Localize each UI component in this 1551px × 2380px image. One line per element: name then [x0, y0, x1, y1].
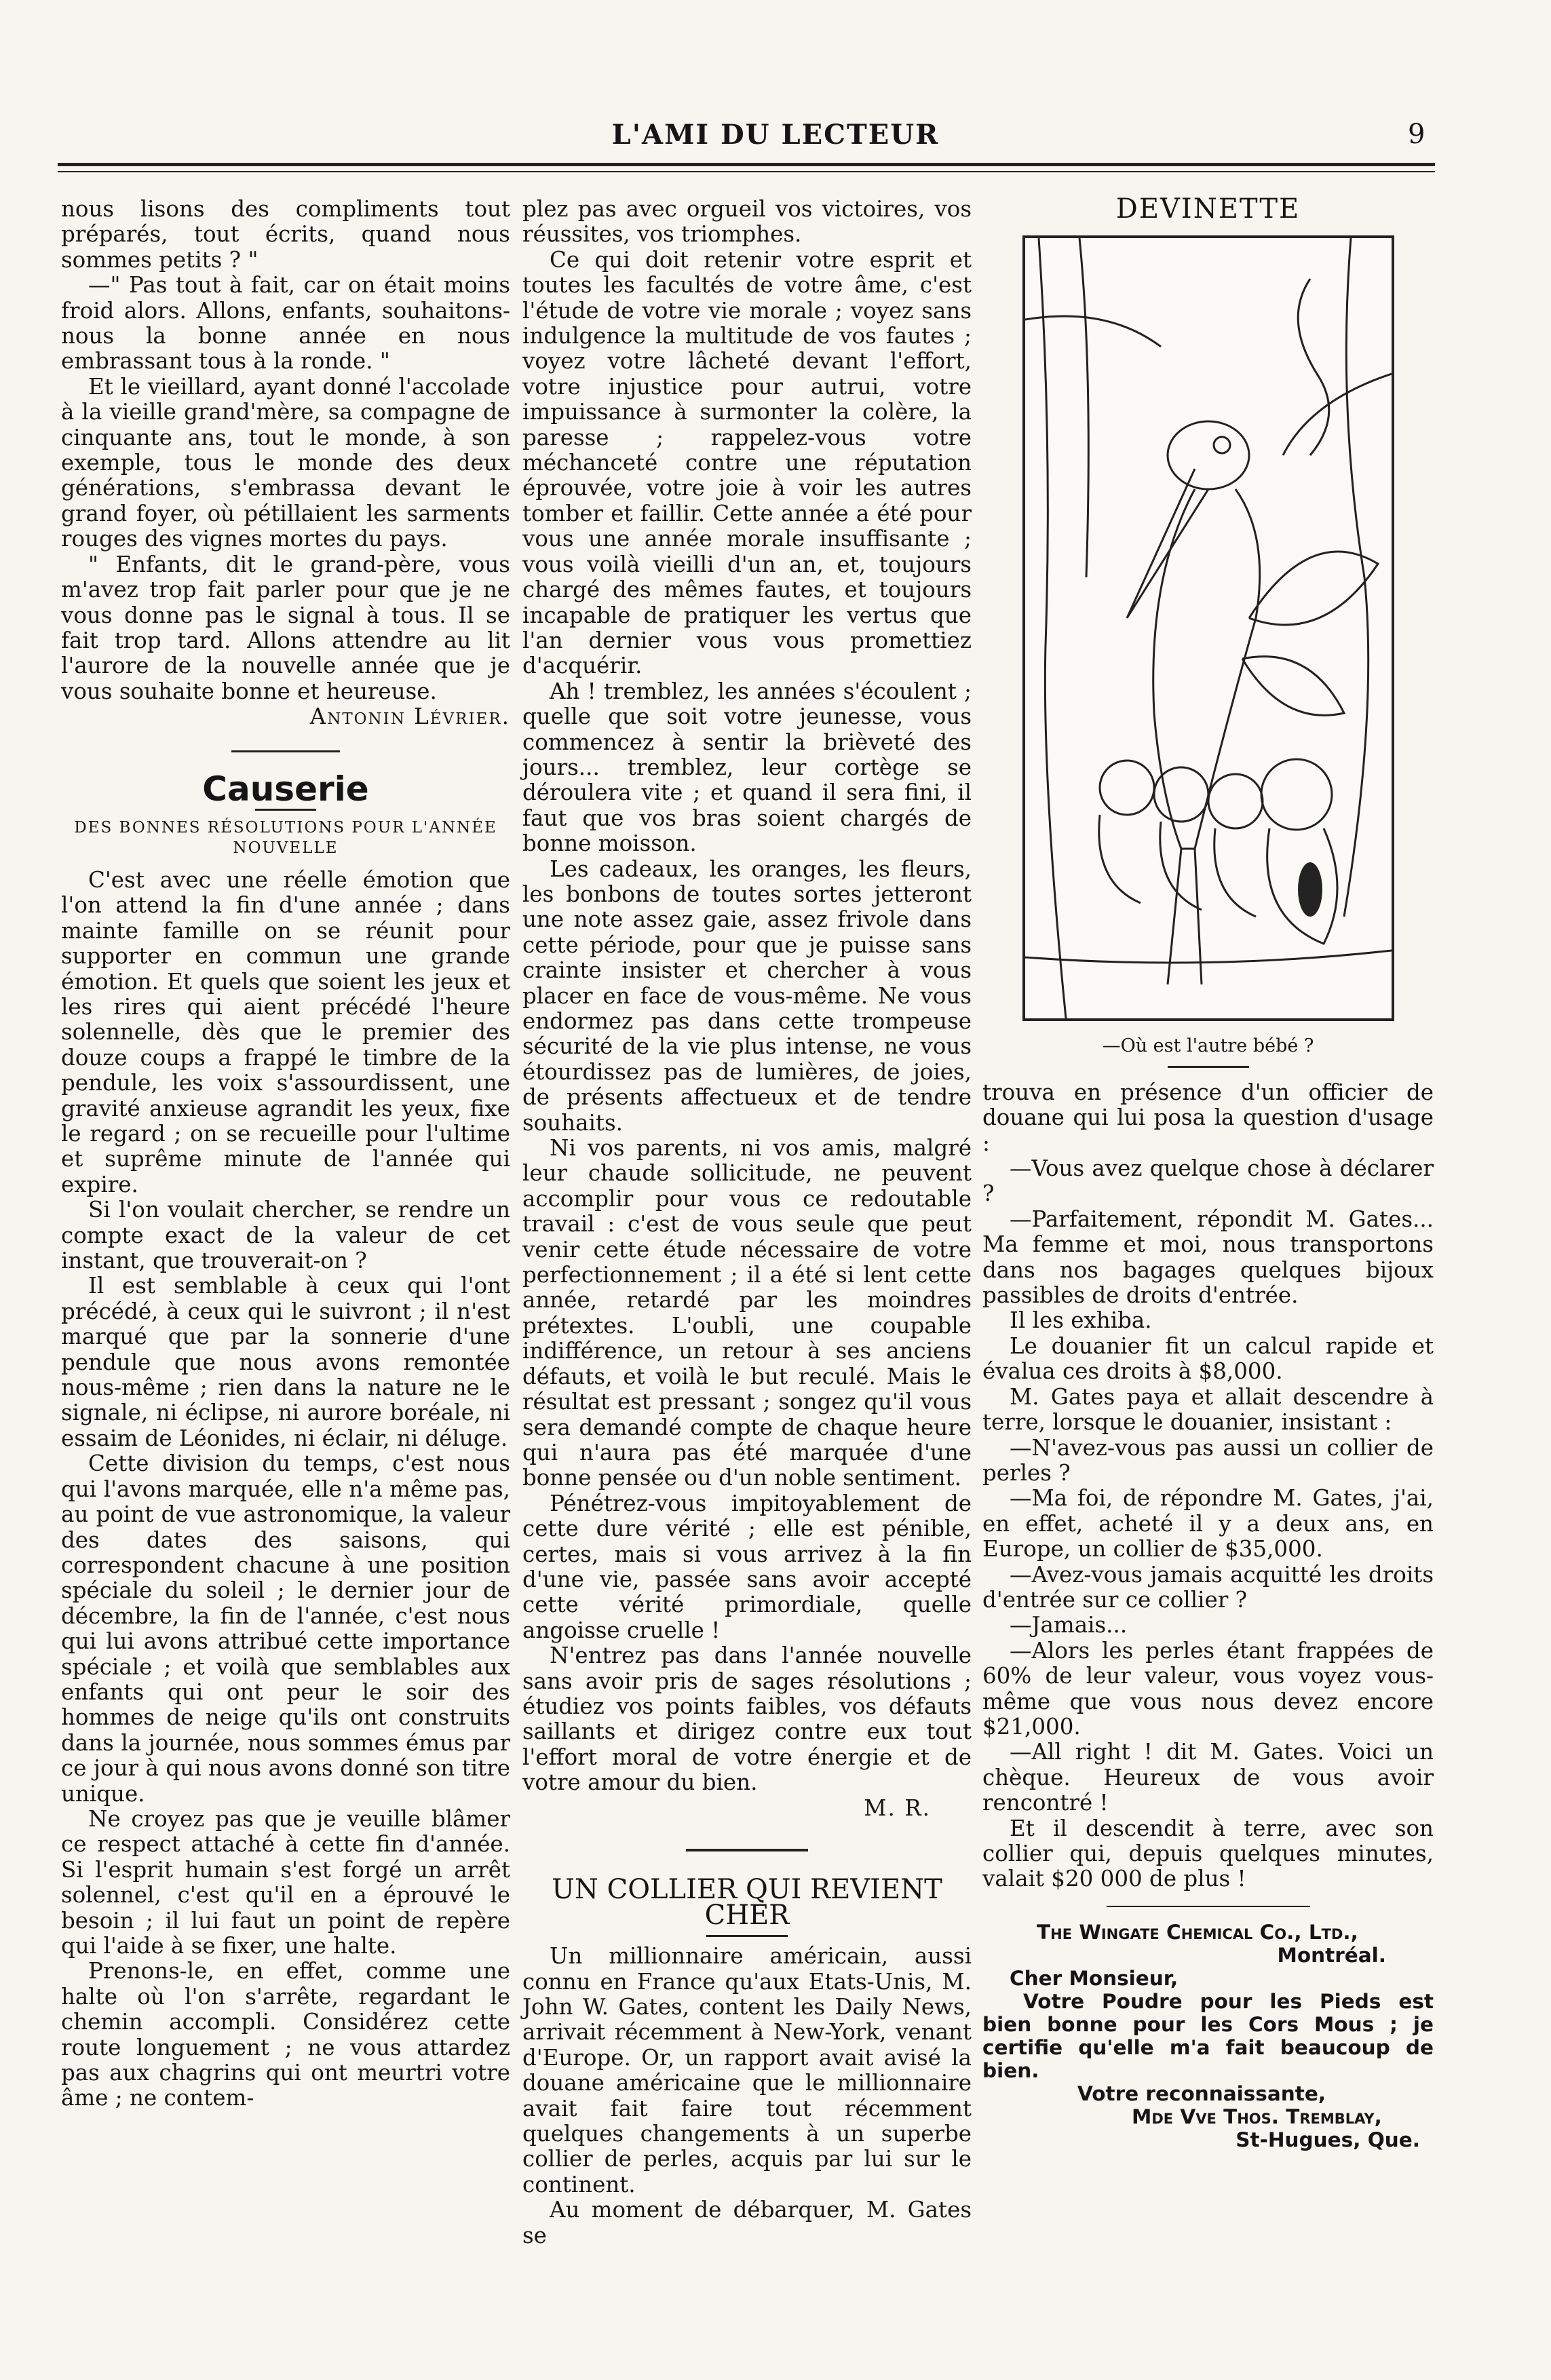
ad-signer: Mde Vve Thos. Tremblay,	[1132, 2105, 1382, 2128]
paragraph: —N'avez-vous pas aussi un collier de perles ?	[982, 1434, 1434, 1486]
paragraph: " Enfants, dit le grand-père, vous m'avez trop fait parler pour que je ne vous donne pas le signal à tous. Il se fait trop tard. Allons attendre au lit l'aurore de la nouvelle année que je vous souhaite bonne et heureuse.	[61, 551, 510, 704]
divider	[1107, 1906, 1310, 1907]
section-title: Causerie	[202, 769, 369, 809]
ad-place: St-Hugues, Que.	[1236, 2128, 1420, 2151]
ad-company: The Wingate Chemical Co., Ltd.,	[1037, 1920, 1358, 1944]
paragraph: Ne croyez pas que je veuille blâmer ce respect attaché à cette fin d'année. Si l'esprit humain s'est forgé un arrêt solennel, c'est qu'il en a éprouvé le besoin ; il lui faut un point de repère qui l'aide à se fixer, une halte.	[61, 1805, 510, 1959]
divider	[1168, 1066, 1249, 1068]
column-1	[61, 197, 510, 2111]
paragraph: Si l'on voulait chercher, se rendre un compte exact de la valeur de cet instant, que trouverait-on ?	[61, 1197, 510, 1274]
paragraph: trouva en présence d'un officier de douane qui lui posa la question d'usage :	[982, 1079, 1434, 1156]
paragraph: —All right ! dit M. Gates. Voici un chèque. Heureux de vous avoir rencontré !	[982, 1739, 1434, 1816]
paragraph: Le douanier fit un calcul rapide et évalua ces droits à $8,000.	[982, 1332, 1434, 1385]
paragraph: —Avez-vous jamais acquitté les droits d'entrée sur ce collier ?	[982, 1561, 1434, 1613]
paragraph: N'entrez pas dans l'année nouvelle sans avoir pris de sages résolutions ; étudiez vos points faibles, vos défauts saillants et dirigez contre eux tout l'effort moral de votre énergie et de votre amour du bien.	[522, 1643, 972, 1796]
divider	[231, 750, 340, 752]
illustration-image	[1022, 235, 1394, 1021]
page-number: 9	[1408, 119, 1425, 150]
paragraph: Les cadeaux, les oranges, les fleurs, les bonbons de toutes sortes jetteront une note assez gaie, assez frivole dans cette période, pour que je puisse sans crainte insister et chercher à vous placer en face de vous-même. Ne vous endormez pas dans cette trompeuse sécurité de la vie plus intense, ne vous étourdissez pas de lumières, de joies, de présents affectueux et de tendre souhaits.	[522, 856, 972, 1136]
ad-closing: Votre reconnaissante,	[1077, 2081, 1326, 2105]
divider	[255, 809, 316, 811]
paragraph: Ni vos parents, ni vos amis, malgré leur chaude sollicitude, ne peuvent accomplir pour vous ce redoutable travail : c'est de vous seule que peut venir cette étude nécessaire de votre perfectionnement ; il a été si lent cette année, retardé par les moindres prétextes. L'oubli, une coupable indifférence, un retour à ses anciens défauts, et voilà le but reculé. Mais le résultat est pressant ; songez qu'il vous sera demandé compte de chaque heure qui n'aura pas été marquée d'une bonne pensée ou d'un noble sentiment.	[522, 1135, 972, 1491]
paragraph: —Parfaitement, répondit M. Gates... Ma femme et moi, nous transportons dans nos bagages quelques bijoux passibles de droits d'entrée.	[982, 1206, 1434, 1309]
ornamental-divider	[522, 1836, 972, 1861]
ad-body: Votre Poudre pour les Pieds est bien bonne pour les Cors Mous ; je certifie qu'elle m'a fait beaucoup de bien.	[982, 1989, 1434, 2082]
paragraph: Ce qui doit retenir votre esprit et toutes les facultés de votre âme, c'est l'étude de votre vie morale ; voyez sans indulgence la multitude de vos fautes ; voyez votre lâcheté devant l'effort, votre injustice pour autrui, votre impuissance à surmonter la colère, la paresse ; rappelez-vous votre méchanceté contre une réputation éprouvée, votre joie à voir les autres tomber et faillir. Cette année a été pour vous une année morale insuffisante ; vous voilà vieilli d'un an, et, toujours chargé des mêmes fautes, et toujours incapable de pratiquer les vertus que l'an dernier vous vous promettiez d'acquérir.	[522, 246, 972, 679]
paragraph: plez pas avec orgueil vos victoires, vos réussites, vos triomphes.	[522, 196, 972, 248]
paragraph: Et le vieillard, ayant donné l'accolade à la vieille grand'mère, sa compagne de cinquante ans, tout le monde, à son exemple, tous le monde des deux générations, s'embrassa devant le grand foyer, où pétillaient les sarments rouges des vignes mortes du pays.	[61, 373, 510, 552]
paragraph: —Ma foi, de répondre M. Gates, j'ai, en effet, acheté il y a deux ans, en Europe, un collier de $35,000.	[982, 1485, 1434, 1562]
paragraph: Cette division du temps, c'est nous qui l'avons marquée, elle n'a même pas, au point de vue astronomique, la valeur des dates des saisons, qui correspondent chacune à une position spéciale du soleil ; le dernier jour de décembre, la fin de l'année, c'est nous qui lui avons attribué cette importance spéciale ; et voilà que semblables aux enfants qui ont peur le soir des hommes de neige qu'ils ont construits dans la journée, nous sommes émus par ce jour à qui nous avons donné son titre unique.	[61, 1451, 510, 1807]
column-3	[982, 193, 1434, 2151]
paragraph: Et il descendit à terre, avec son collier qui, depuis quelques minutes, valait $20 000 de plus !	[982, 1815, 1434, 1892]
paragraph: Il est semblable à ceux qui l'ont précédé, à ceux qui le suivront ; il n'est marqué que par la sonnerie d'une pendule que nous avons remontée nous-même ; rien dans la nature ne le signale, ni éclipse, ni aurore boréale, ni essaim de Léonides, ni éclair, ni déluge.	[61, 1273, 510, 1451]
paragraph: —" Pas tout à fait, car on était moins froid alors. Allons, enfants, souhaitons-nous la bonne année en nous embrassant tous à la ronde. "	[61, 272, 510, 375]
illustration-caption: —Où est l'autre bébé ?	[1102, 1035, 1314, 1057]
paragraph: Un millionnaire américain, aussi connu en France qu'aux Etats-Unis, M. John W. Gates, content les Daily News, arrivait récemment à New-York, venant d'Europe. Or, un rapport avait avisé la douane américaine que le millionnaire avait fait faire tout récemment quelques changements à un superbe collier de perles, acquis par lui sur le continent.	[522, 1943, 972, 2197]
article-title: UN COLLIER QUI REVIENT CHER	[552, 1874, 942, 1931]
page-header-title: L'AMI DU LECTEUR	[611, 119, 940, 151]
paragraph: Il les exhiba.	[1010, 1307, 1152, 1334]
paragraph: —Jamais...	[1010, 1612, 1128, 1638]
ad-salutation: Cher Monsieur,	[1010, 1966, 1179, 1990]
divider	[706, 1935, 788, 1937]
header-rule-thick	[58, 163, 1435, 166]
column-2	[522, 197, 972, 2248]
paragraph: nous lisons des compliments tout préparés, tout écrits, quand nous sommes petits ? "	[61, 196, 510, 273]
section-subtitle: DES BONNES RÉSOLUTIONS POUR L'ANNÉE NOUVELLE	[74, 818, 497, 857]
paragraph: —Alors les perles étant frappées de 60% de leur valeur, vous voyez vous-même que vous nous devez encore $21,000.	[982, 1637, 1434, 1740]
paragraph: Ah ! tremblez, les années s'écoulent ; quelle que soit votre jeunesse, vous commencez à sentir la brièveté des jours... tremblez, leur cortège se déroulera vite ; et quand il sera fini, il faut que vos bras soient chargés de bonne moisson.	[522, 678, 972, 857]
paragraph: Au moment de débarquer, M. Gates se	[522, 2197, 972, 2248]
article-signature: M. R.	[864, 1794, 931, 1821]
paragraph: C'est avec une réelle émotion que l'on attend la fin d'une année ; dans mainte famille on se réunit pour supporter en commun une grande émotion. Et quels que soient les jeux et les rires qui aient précédé l'heure solennelle, dès que le premier des douze coups a frappé le timbre de la pendule, les voix s'assourdissent, une gravité anxieuse agrandit les yeux, fixe le regard ; on se recueille pour l'ultime et suprême minute de l'année qui expire.	[61, 866, 510, 1197]
paragraph: Pénétrez-vous impitoyablement de cette dure vérité ; elle est pénible, certes, mais si vous arrivez à la fin d'une vie, passée sans avoir accepté cette vérité primordiale, quelle angoisse cruelle !	[522, 1490, 972, 1643]
illustration-title: DEVINETTE	[1115, 193, 1301, 225]
stork-babies-illustration	[1025, 238, 1392, 1018]
header-rule-thin	[58, 171, 1435, 172]
paragraph: Prenons-le, en effet, comme une halte où l'on s'arrête, regardant le chemin accompli. Considérez cette route longuement ; ne vous attardez pas aux chagrins qui ont meurtri votre âme ; ne contem-	[61, 1958, 510, 2111]
paragraph: —Vous avez quelque chose à déclarer ?	[982, 1155, 1434, 1207]
paragraph: M. Gates paya et allait descendre à terre, lorsque le douanier, insistant :	[982, 1383, 1434, 1436]
testimonial-ad	[982, 1921, 1434, 2151]
story-signature: Antonin Lévrier.	[309, 704, 510, 730]
ad-city: Montréal.	[1277, 1943, 1386, 1967]
